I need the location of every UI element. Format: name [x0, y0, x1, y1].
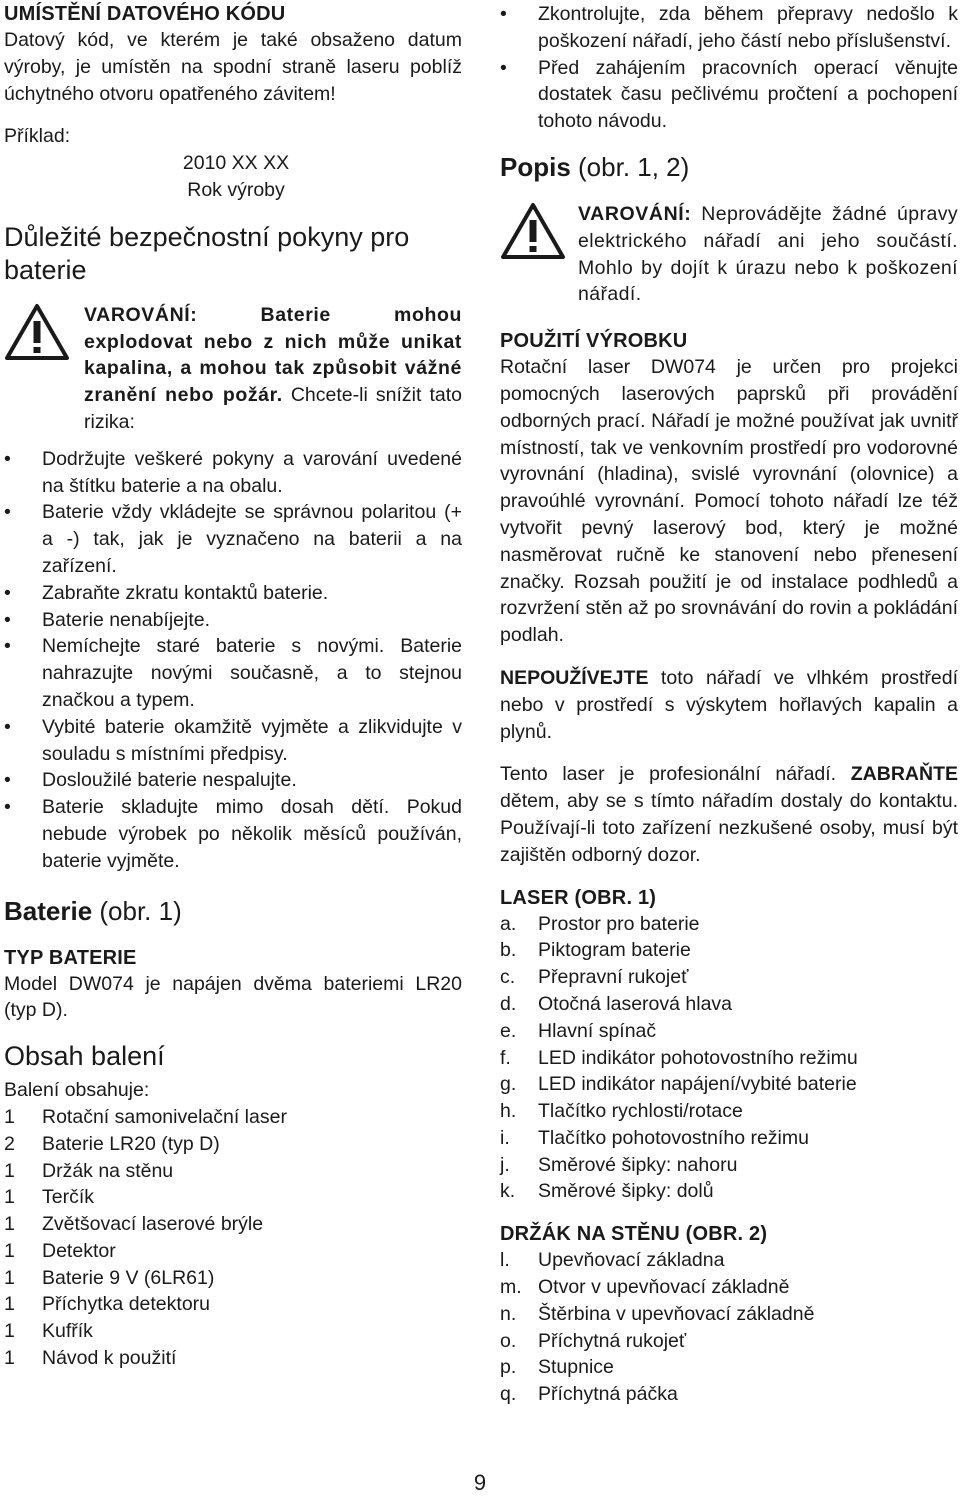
list-item: i. Tlačítko pohotovostního režimu: [500, 1126, 809, 1149]
list-item: j. Směrové šipky: nahoru: [500, 1153, 738, 1176]
description-heading: Popis (obr. 1, 2): [500, 151, 690, 182]
list-item: • Baterie nenabíjejte.: [4, 607, 462, 634]
list-item: • Vybité baterie okamžitě vyjměte a zlikvidujte v souladu s místními předpisy.: [4, 714, 462, 768]
list-item: • Dosloužilé baterie nespalujte.: [4, 767, 462, 794]
battery-type-heading: TYP BATERIE: [4, 946, 137, 969]
list-item: o. Příchytná rukojeť: [500, 1329, 687, 1352]
battery-type-text: Model DW074 je napájen dvěma bateriemi LR20 (typ D).: [4, 972, 462, 1022]
list-item: 1 Zvětšovací laserové brýle: [4, 1213, 264, 1236]
list-item: c. Přepravní rukojeť: [500, 966, 689, 989]
list-item: n. Štěrbina v upevňovací základně: [500, 1302, 815, 1325]
list-item: q. Příchytná páčka: [500, 1383, 678, 1406]
list-item: • Baterie vždy vkládejte se správnou polaritou (+ a -) tak, jak je vyznačeno na baterii a na zařízení.: [4, 499, 462, 579]
safety-heading: Důležité bezpečnostní pokyny pro baterie: [4, 221, 410, 285]
list-item: m. Otvor v upevňovací základně: [500, 1276, 790, 1299]
list-item: • Zkontrolujte, zda během přepravy nedošlo k poškození nářadí, jeho částí nebo příslušenství.: [500, 1, 958, 55]
list-item: f. LED indikátor pohotovostního režimu: [500, 1046, 858, 1069]
list-item: • Před zahájením pracovních operací věnujte dostatek času pečlivému pročtení a pochopení tohoto návodu.: [500, 55, 958, 135]
warning-bold-text: VAROVÁNÍ: Baterie mohou explodovat nebo z nich může unikat kapalina, a mohou tak způsobit vážné zranění nebo požár.: [84, 303, 462, 407]
list-item: e. Hlavní spínač: [500, 1019, 657, 1042]
list-item: • Nemíchejte staré baterie s novými. Baterie nahrazujte novými současně, a to stejnou značkou a typem.: [4, 633, 462, 713]
list-item: p. Stupnice: [500, 1356, 614, 1379]
list-item: 1 Příchytka detektoru: [4, 1293, 210, 1316]
package-intro: Balení obsahuje:: [4, 1079, 150, 1102]
list-item: • Zabraňte zkratu kontaktů baterie.: [4, 580, 462, 607]
laser-heading: LASER (OBR. 1): [500, 886, 657, 909]
list-item: 1 Návod k použití: [4, 1347, 177, 1370]
list-item: g. LED indikátor napájení/vybité baterie: [500, 1073, 857, 1096]
example-year: Rok výroby: [187, 178, 285, 201]
warning-triangle-icon: [4, 302, 70, 370]
list-item: b. Piktogram baterie: [500, 939, 691, 962]
warning-bold-text: VAROVÁNÍ:: [578, 202, 692, 225]
list-item: d. Otočná laserová hlava: [500, 992, 733, 1015]
laser-parts-list: [500, 911, 958, 1206]
example-label: Příklad:: [4, 125, 71, 148]
package-heading: Obsah balení: [4, 1041, 165, 1072]
no-use-text: NEPOUŽÍVEJTE toto nářadí ve vlhkém prostředí nebo v prostředí s výskytem hořlavých kapalin a plynů.: [500, 666, 958, 743]
battery-heading: Baterie (obr. 1): [4, 895, 182, 926]
battery-warning: [4, 302, 462, 436]
warning-rest-text: Chcete-li snížit tato rizika:: [84, 384, 462, 433]
right-column: [500, 0, 958, 1408]
use-heading: POUŽITÍ VÝROBKU: [500, 330, 688, 353]
battery-safety-list: [4, 446, 462, 875]
list-item: a. Prostor pro baterie: [500, 912, 700, 935]
list-item: 1 Terčík: [4, 1186, 95, 1209]
datecode-heading: UMÍSTĚNÍ DATOVÉHO KÓDU: [4, 3, 286, 25]
use-text: Rotační laser DW074 je určen pro projekci pomocných laserových paprsků při provádění odborných prací. Nářadí je možné používat jak uvnitř místností, tak ve venkovním prostředí pro vodorovné vyrovnání (hladina), svislé vyrovnání (olovnice) a pravoúhlé vyrovnání. Pomocí tohoto nářadí lze též vytvořit pevný laserový bod, který je možné nasměrovat ručně ke stanovení nebo přenesení značky. Rozsah použití je od instalace podhledů a rozvržení stěn až po srovnávání do rovin a pokládání podlah.: [500, 356, 958, 647]
warning-rest-text: Neprovádějte žádné úpravy elektrického nářadí ani jeho součástí. Mohlo by dojít k úrazu nebo k poškození nářadí.: [578, 202, 958, 306]
example-code: 2010 XX XX: [182, 152, 290, 175]
list-item: 1 Baterie 9 V (6LR61): [4, 1266, 215, 1289]
list-item: l. Upevňovací základna: [500, 1249, 725, 1272]
package-list: [4, 1104, 462, 1372]
professional-tool-text: Tento laser je profesionální nářadí. ZABRAŇTE dětem, aby se s tímto nářadím dostaly do kontaktu. Používají-li toto zařízení nezkušené osoby, musí být zajištěn odborný dozor.: [500, 763, 958, 866]
list-item: • Dodržujte veškeré pokyny a varování uvedené na štítku baterie a na obalu.: [4, 446, 462, 500]
list-item: k. Směrové šipky: dolů: [500, 1180, 714, 1203]
inspection-list: [500, 1, 958, 135]
list-item: 1 Rotační samonivelační laser: [4, 1105, 287, 1128]
list-item: • Baterie skladujte mimo dosah dětí. Pokud nebude výrobek po několik měsíců používán, baterie vyjměte.: [4, 794, 462, 874]
wall-mount-heading: DRŽÁK NA STĚNU (OBR. 2): [500, 1223, 768, 1246]
list-item: 1 Držák na stěnu: [4, 1159, 174, 1182]
left-column: [4, 0, 462, 1372]
modification-warning: [500, 201, 958, 308]
list-item: 2 Baterie LR20 (typ D): [4, 1132, 220, 1155]
list-item: 1 Kufřík: [4, 1320, 93, 1343]
list-item: h. Tlačítko rychlosti/rotace: [500, 1100, 743, 1123]
warning-triangle-icon: [500, 201, 566, 269]
datecode-text: Datový kód, ve kterém je také obsaženo datum výroby, je umístěn na spodní straně laseru poblíž úchytného otvoru opatřeného závitem!: [4, 29, 462, 105]
list-item: 1 Detektor: [4, 1239, 116, 1262]
wall-mount-parts-list: [500, 1247, 958, 1408]
page-number: 9: [473, 1470, 487, 1495]
